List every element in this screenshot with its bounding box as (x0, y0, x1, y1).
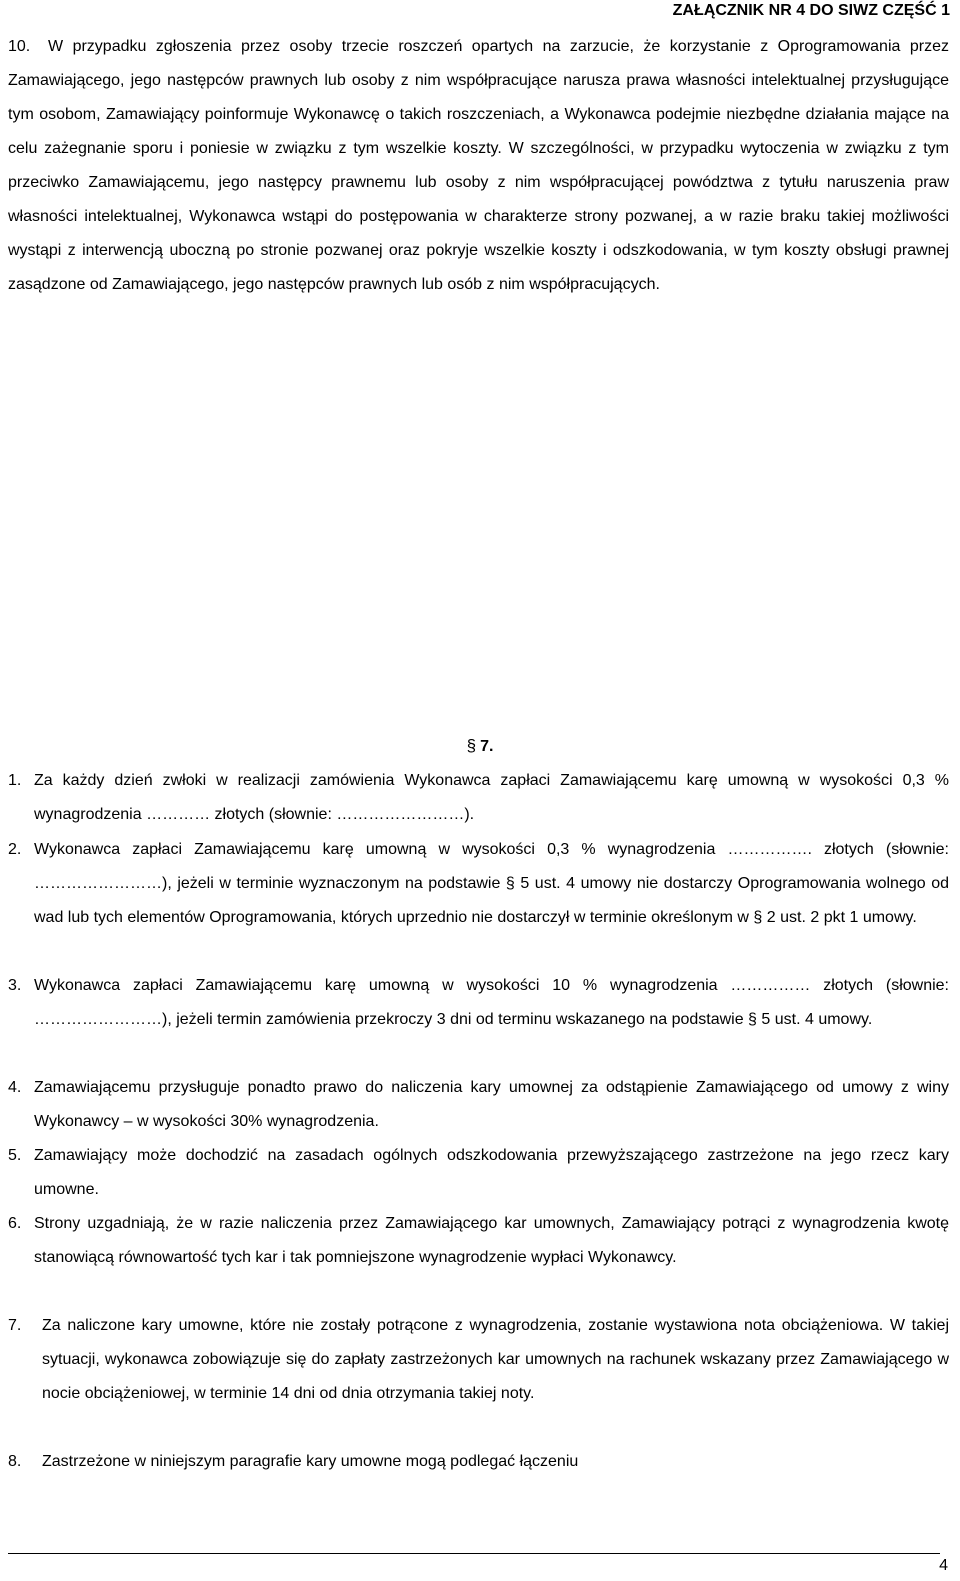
list-item-number: 5. (8, 1147, 22, 1164)
list-item-number: 2. (8, 841, 22, 858)
list-item (8, 969, 949, 1037)
list-item-text: Za naliczone kary umowne, które nie zostały potrącone z wynagrodzenia, zostanie wystawiona nota obciążeniowa. W takiej sytuacji, wykonawca zobowiązuje się do zapłaty zastrzeżonych kar umownych na rachunek wskazany przez Zamawiającego w nocie obciążeniowej, w terminie 14 dni od dnia otrzymania takiej noty. (42, 1317, 949, 1402)
list-item-text: Zamawiającemu przysługuje ponadto prawo do naliczenia kary umownej za odstąpienie Zamawiającego od umowy z winy Wykonawcy – w wysokości 30% wynagrodzenia. (34, 1079, 949, 1130)
list-item-text: Za każdy dzień zwłoki w realizacji zamówienia Wykonawca zapłaci Zamawiającemu karę umowną w wysokości 0,3 % wynagrodzenia ………… złotych (słownie: ……………………). (34, 772, 949, 823)
list-item-number: 1. (8, 772, 22, 789)
document-header: ZAŁĄCZNIK NR 4 DO SIWZ CZĘŚĆ 1 (672, 2, 950, 19)
list-item (8, 1445, 949, 1479)
list-item (8, 1309, 949, 1411)
list-item-text: Zastrzeżone w niniejszym paragrafie kary umowne mogą podlegać łączeniu (42, 1453, 579, 1470)
section-heading-7 (0, 736, 960, 756)
section-number: 7. (480, 738, 494, 755)
list-item-number: 8. (8, 1453, 22, 1470)
list-item-number: 6. (8, 1215, 22, 1232)
paragraph-symbol: § (466, 736, 477, 755)
list-item (8, 833, 949, 935)
footer-rule (8, 1553, 940, 1554)
list-item (8, 1139, 949, 1207)
list-item-text: Wykonawca zapłaci Zamawiającemu karę umowną w wysokości 10 % wynagrodzenia …………… złotych (słownie: ……………………), jeżeli termin zamówienia przekroczy 3 dni od terminu wskazanego na podstawie § 5 ust. 4 umowy. (34, 977, 949, 1028)
paragraph-number: 10. (8, 38, 31, 55)
list-item-text: Strony uzgadniają, że w razie naliczenia przez Zamawiającego kar umownych, Zamawiający potrąci z wynagrodzenia kwotę stanowiącą równowartość tych kar i tak pomniejszone wynagrodzenie wypłaci Wykonawcy. (34, 1215, 949, 1266)
list-item-text: Wykonawca zapłaci Zamawiającemu karę umowną w wysokości 0,3 % wynagrodzenia ……………. złotych (słownie: ……………………), jeżeli w terminie wyznaczonym na podstawie § 5 ust. 4 umowy nie dostarczy Oprogramowania wolnego od wad lub tych elementów Oprogramowania, których uprzednio nie dostarczył w terminie określonym w § 2 ust. 2 pkt 1 umowy. (34, 841, 949, 926)
paragraph-10 (8, 30, 949, 302)
list-item-text: Zamawiający może dochodzić na zasadach ogólnych odszkodowania przewyższającego zastrzeżone na jego rzecz kary umowne. (34, 1147, 949, 1198)
list-item (8, 1071, 949, 1139)
list-item (8, 1207, 949, 1275)
paragraph-text: W przypadku zgłoszenia przez osoby trzecie roszczeń opartych na zarzucie, że korzystanie z Oprogramowania przez Zamawiającego, jego następców prawnych lub osoby z nim współpracujące narusza prawa własności intelektualnej przysługujące tym osobom, Zamawiający poinformuje Wykonawcę o takich roszczeniach, a Wykonawca podejmie niezbędne działania mające na celu zażegnanie sporu i poniesie w związku z tym wszelkie koszty. W szczególności, w przypadku wytoczenia w związku z tym przeciwko Zamawiającemu, jego następcy prawnemu lub osoby z nim współpracującej powództwa z tytułu naruszenia praw własności intelektualnej, Wykonawca wstąpi do postępowania w charakterze strony pozwanej, a w razie braku takiej możliwości wystąpi z interwencją uboczną po stronie pozwanej oraz pokryje wszelkie koszty i odszkodowania, w tym koszty obsługi prawnej zasądzone od Zamawiającego, jego następców prawnych lub osób z nim współpracujących. (8, 38, 949, 293)
list-item-number: 4. (8, 1079, 22, 1096)
list-item (8, 764, 949, 832)
list-item-number: 3. (8, 977, 22, 994)
page-number: 4 (939, 1557, 948, 1574)
list-item-number: 7. (8, 1317, 22, 1334)
